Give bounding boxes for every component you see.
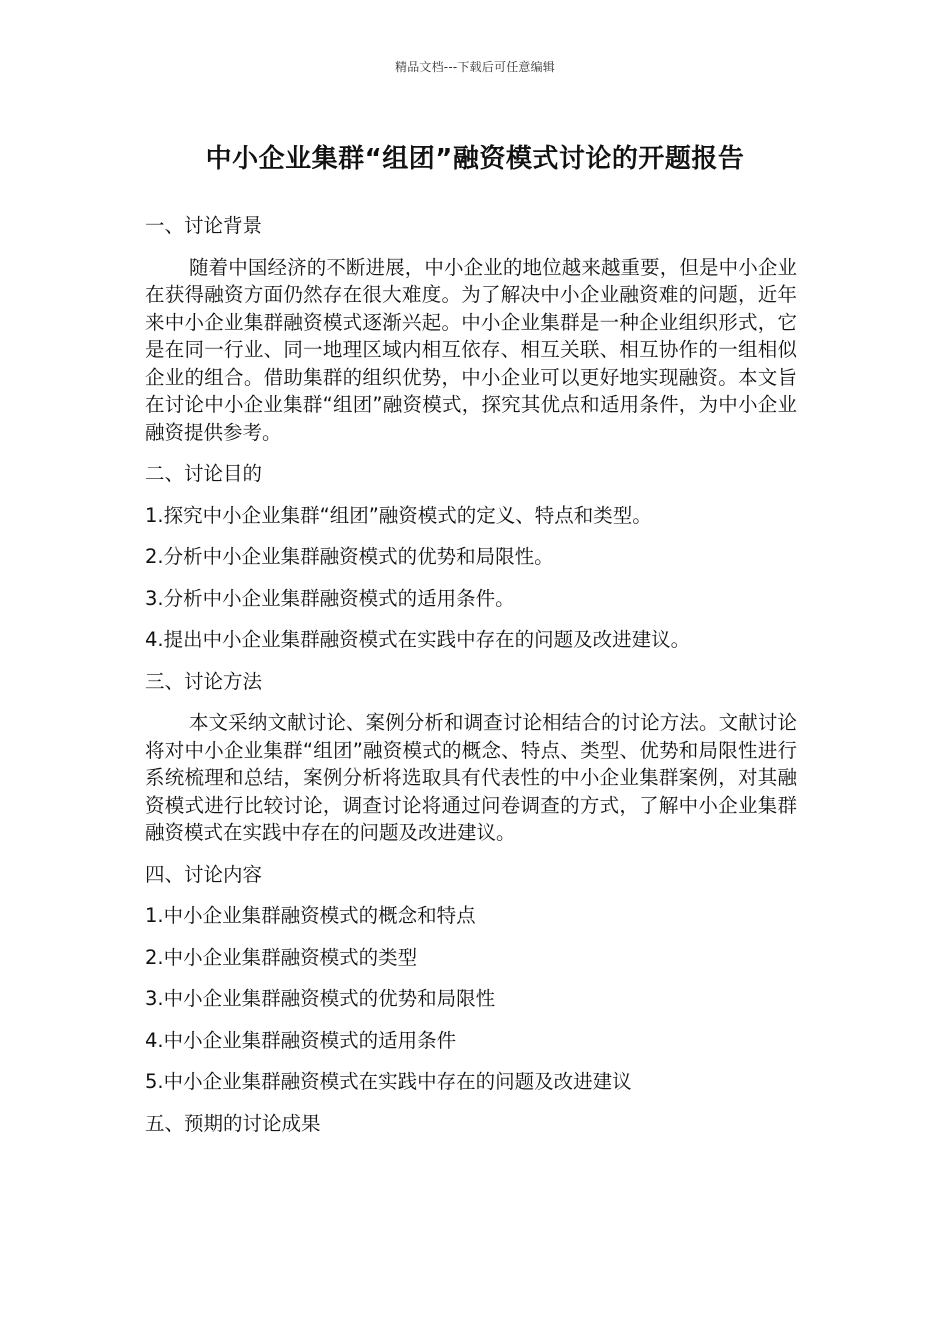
content-item: 4.中小企业集群融资模式的适用条件 — [145, 1028, 457, 1052]
purpose-item: 4.提出中小企业集群融资模式在实践中存在的问题及改进建议。 — [145, 628, 691, 651]
section-heading-purpose: 二、讨论目的 — [145, 462, 263, 485]
content-item: 1.中小企业集群融资模式的概念和特点 — [145, 904, 476, 927]
content-item: 2.中小企业集群融资模式的类型 — [145, 945, 418, 969]
section-heading-expected-results: 五、预期的讨论成果 — [145, 1111, 321, 1135]
purpose-item: 2.分析中小企业集群融资模式的优势和局限性。 — [145, 545, 554, 568]
content-item: 3.中小企业集群融资模式的优势和局限性 — [145, 987, 496, 1010]
background-paragraph: 随着中国经济的不断进展，中小企业的地位越来越重要，但是中小企业在获得融资方面仍然存在很大难度。为了解决中小企业融资难的问题，近年来中小企业集群融资模式逐渐兴起。中小企业集群是一种企业组织形式，它是在同一行业、同一地理区域内相互依存、相互关联、相互协作的一组相似企业的组合。借助集群的组织优势，中小企业可以更好地实现融资。本文旨在讨论中小企业集群“组团”融资模式，探究其优点和适用条件，为中小企业融资提供参考。 — [145, 255, 797, 444]
section-heading-background: 一、讨论背景 — [145, 214, 263, 237]
content-item: 5.中小企业集群融资模式在实践中存在的问题及改进建议 — [145, 1070, 632, 1093]
method-paragraph: 本文采纳文献讨论、案例分析和调查讨论相结合的讨论方法。文献讨论将对中小企业集群“组团”融资模式的概念、特点、类型、优势和局限性进行系统梳理和总结，案例分析将选取具有代表性的中小企业集群案例，对其融资模式进行比较讨论，调查讨论将通过问卷调查的方式，了解中小企业集群融资模式在实践中存在的问题及改进建议。 — [145, 711, 797, 844]
purpose-item: 3.分析中小企业集群融资模式的适用条件。 — [145, 586, 515, 610]
header-note: 精品文档---下载后可任意编辑 — [395, 60, 555, 74]
document-title: 中小企业集群“组团”融资模式讨论的开题报告 — [205, 144, 745, 174]
section-heading-method: 三、讨论方法 — [145, 669, 263, 693]
purpose-item: 1.探究中小企业集群“组团”融资模式的定义、特点和类型。 — [145, 503, 652, 527]
document-body — [145, 212, 797, 1151]
section-heading-content: 四、讨论内容 — [145, 862, 263, 886]
